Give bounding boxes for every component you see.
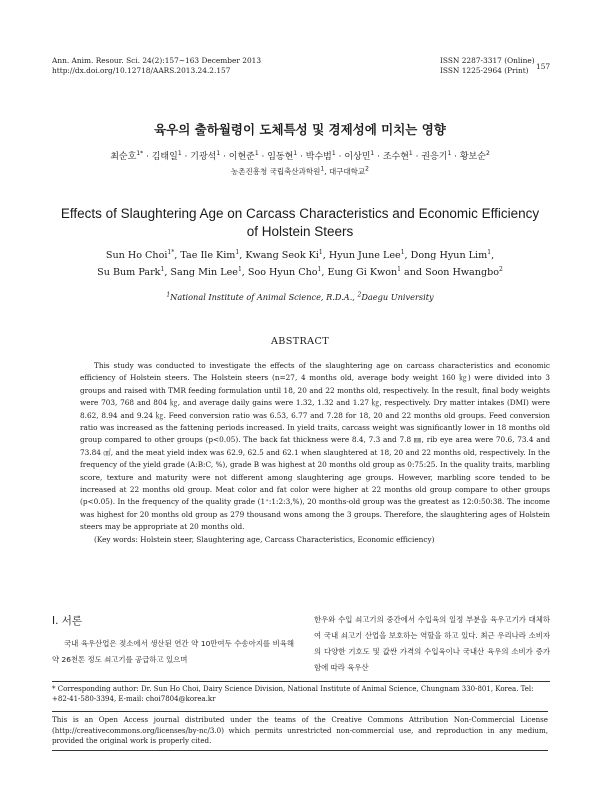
abstract-body bbox=[80, 360, 550, 546]
affiliation-ko-1-marker: 1 bbox=[320, 165, 325, 173]
english-author-affiliation-marker: 1 bbox=[235, 248, 240, 256]
english-author-name: Su Bum Park bbox=[97, 267, 161, 278]
doi-link[interactable]: http://dx.doi.org/10.12718/AARS.2013.24.2.157 bbox=[52, 66, 231, 75]
english-author-name: Soon Hwangbo bbox=[425, 267, 500, 278]
abstract-heading: ABSTRACT bbox=[270, 336, 330, 347]
english-author-separator: , bbox=[322, 250, 329, 261]
english-title bbox=[40, 205, 560, 241]
footnote-divider bbox=[52, 681, 550, 682]
korean-author-separator: · bbox=[412, 152, 422, 162]
korean-affiliations bbox=[0, 167, 600, 177]
korean-author-name: 이상민 bbox=[344, 152, 371, 162]
intro-column-right bbox=[314, 612, 550, 676]
english-author-affiliation-marker: 1 bbox=[317, 265, 322, 273]
affiliation-en-1: National Institute of Animal Science, R.D.A., bbox=[170, 292, 358, 302]
korean-author-affiliation-marker: 1 bbox=[177, 150, 182, 157]
journal-citation bbox=[52, 56, 261, 76]
english-author-affiliation-marker: 2 bbox=[499, 265, 503, 273]
english-author-separator: , bbox=[164, 267, 171, 278]
korean-author-separator: · bbox=[143, 152, 152, 162]
affiliation-ko-2-marker: 2 bbox=[365, 165, 369, 173]
korean-title: 육우의 출하월령이 도체특성 및 경제성에 미치는 영향 bbox=[154, 122, 446, 137]
affiliation-en-2: Daegu University bbox=[361, 292, 434, 302]
english-author-name: Eung Gi Kwon bbox=[327, 267, 398, 278]
korean-author-separator: · bbox=[335, 152, 345, 162]
korean-author-affiliation-marker: 2 bbox=[485, 150, 490, 157]
english-author-affiliation-marker: 1 bbox=[397, 265, 401, 273]
english-author-separator: , bbox=[404, 250, 411, 261]
korean-author-separator: · bbox=[374, 152, 383, 162]
korean-author-affiliation-marker: 1 bbox=[216, 150, 221, 157]
korean-author-affiliation-marker: 1* bbox=[136, 150, 144, 157]
english-title-line-1: Effects of Slaughtering Age on Carcass Characteristics and Economic Efficiency bbox=[60, 206, 540, 221]
english-author-separator: , bbox=[239, 250, 246, 261]
license-notice: This is an Open Access journal distributed under the teams of the Creative Commons Attribution Non-Commercial License (http://creativecommons.org/licenses/by-nc/3.0) which permits unrestricted non-commercial use, and reproduction in any medium, provided the original work is properly cited. bbox=[52, 711, 548, 751]
korean-author-separator: · bbox=[181, 152, 191, 162]
korean-author-affiliation-marker: 1 bbox=[370, 150, 375, 157]
english-author-line-2 bbox=[50, 264, 550, 281]
korean-author-separator: · bbox=[297, 152, 306, 162]
abstract-text: This study was conducted to investigate the effects of the slaughtering age on carcass characteristics and economic efficiency of Holstein steers. The Holstein steers (n=27, 4 months old, average body weight 160 ㎏) were divided into 3 groups and raised with TMR feeding formulation until 18, 20 and 22 months old, respectively. In the result, final body weights were 703, 768 and 804 ㎏, and average daily gains were 1.32, 1.32 and 1.27 ㎏, respectively. Dry matter intakes (DMI) were 8.62, 8.94 and 9.24 ㎏. Feed conversion ratio was 6.53, 6.77 and 7.28 for 18, 20 and 22 months old groups. Feed conversion ratio was increased as the fattening periods increased. In yield traits, carcass weight was significantly lower in 18 months old group compared to other groups (p<0.05). The back fat thickness were 8.4, 7.3 and 7.8 ㎜, rib eye area were 70.6, 73.4 and 73.84 ㎠, and the meat yield index was 62.9, 62.5 and 62.1 when slaughtered at 18, 20 and 22 months old, respectively. In the frequency of the yield grade (A:B:C, %), grade B was highest at 20 months old group as 0:75:25. In the quality traits, marbling score, texture and maturity were not different among slaughtering age groups. However, marbling score tended to be increased at 22 months old group. Meat color and fat color were higher at 22 months old group compare to other groups (p<0.05). In the frequency of the quality grade (1⁺:1:2:3,%), 20 months-old group was the greatest as 12:0:50:38. The income was highest for 20 months old group as 279 thousand wons among the 3 groups. Therefore, the slaughtering ages of Holstein steers may be appropriate at 20 months old. bbox=[80, 361, 550, 532]
affiliation-ko-separator: , bbox=[324, 167, 329, 176]
intro-paragraph-right: 한우와 수입 쇠고기의 중간에서 수입육의 일정 부분을 육우고기가 대체하여 국내 쇠고기 산업을 보호하는 역할을 하고 있다. 최근 우리나라 소비자의 다양한 기호도 및 값싼 가격의 수입육이나 국내산 육우의 소비가 증가함에 따라 육우산 bbox=[314, 615, 550, 672]
issn-print: ISSN 1225-2964 (Print) bbox=[440, 66, 529, 75]
affiliation-en-1-marker: 1 bbox=[166, 291, 171, 299]
korean-author-affiliation-marker: 1 bbox=[293, 150, 298, 157]
affiliation-ko-2: 대구대학교 bbox=[328, 167, 366, 176]
korean-author-name: 황보순 bbox=[459, 152, 486, 162]
english-author-affiliation-marker: 1 bbox=[400, 248, 405, 256]
english-author-name: Kwang Seok Ki bbox=[245, 250, 319, 261]
korean-author-affiliation-marker: 1 bbox=[408, 150, 413, 157]
korean-author-name: 이현준 bbox=[228, 152, 255, 162]
english-author-name: Tae Ile Kim bbox=[180, 250, 236, 261]
english-author-name: Sang Min Lee bbox=[170, 267, 238, 278]
english-author-affiliation-marker: 1 bbox=[487, 248, 492, 256]
issn-block bbox=[440, 56, 535, 76]
korean-author-name: 박수범 bbox=[305, 152, 332, 162]
english-author-affiliation-marker: 1 bbox=[318, 248, 323, 256]
english-author-affiliation-marker: 1* bbox=[167, 248, 175, 256]
korean-author-affiliation-marker: 1 bbox=[254, 150, 259, 157]
journal-volume-line: Ann. Anim. Resour. Sci. 24(2):157~163 December 2013 bbox=[52, 56, 262, 65]
english-author-affiliation-marker: 1 bbox=[237, 265, 242, 273]
english-title-line-2: of Holstein Steers bbox=[246, 224, 354, 239]
korean-author-separator: · bbox=[451, 152, 460, 162]
english-affiliations bbox=[0, 292, 600, 302]
english-author-affiliation-marker: 1 bbox=[160, 265, 165, 273]
affiliation-en-2-marker: 2 bbox=[357, 291, 362, 299]
affiliation-ko-1: 농촌진흥청 국립축산과학원 bbox=[231, 167, 321, 176]
korean-author-list bbox=[0, 151, 600, 163]
intro-paragraph-left: 국내 육우산업은 젖소에서 생산된 연간 약 10만여두 수송아지를 비육해 약 26천톤 정도 쇠고기를 공급하고 있으며 bbox=[52, 639, 294, 664]
issn-online: ISSN 2287-3317 (Online) bbox=[440, 56, 535, 65]
korean-author-name: 최순호 bbox=[110, 152, 137, 162]
korean-author-name: 김태일 bbox=[151, 152, 178, 162]
korean-author-separator: · bbox=[220, 152, 229, 162]
english-author-name: Sun Ho Choi bbox=[105, 250, 168, 261]
korean-author-name: 기광석 bbox=[190, 152, 217, 162]
intro-column-left bbox=[52, 636, 294, 668]
english-author-name: Dong Hyun Lim bbox=[410, 250, 488, 261]
english-author-name: Soo Hyun Cho bbox=[247, 267, 318, 278]
english-author-list bbox=[50, 247, 550, 281]
english-author-separator: , bbox=[174, 250, 181, 261]
section-heading-introduction: Ⅰ. 서론 bbox=[52, 615, 83, 627]
corresponding-author-footnote: * Corresponding author: Dr. Sun Ho Choi, Dairy Science Division, National Institute of Animal Science, Chungnam 330-801, Korea. Tel: +82-41-580-3394, E-mail: choi7804@korea.kr bbox=[52, 685, 534, 703]
english-author-separator: and bbox=[400, 267, 426, 278]
korean-author-name: 임동현 bbox=[267, 152, 294, 162]
korean-author-separator: · bbox=[258, 152, 268, 162]
korean-author-name: 조수현 bbox=[382, 152, 409, 162]
keywords: (Key words: Holstein steer, Slaughtering age, Carcass Characteristics, Economic efficiency) bbox=[94, 534, 435, 544]
korean-author-affiliation-marker: 1 bbox=[331, 150, 336, 157]
english-author-separator: , bbox=[491, 250, 495, 261]
english-author-line-1 bbox=[50, 247, 550, 264]
english-author-separator: , bbox=[321, 267, 328, 278]
english-author-separator: , bbox=[241, 267, 248, 278]
page-number: 157 bbox=[536, 62, 551, 71]
english-author-name: Hyun June Lee bbox=[328, 250, 401, 261]
korean-author-name: 권응기 bbox=[421, 152, 448, 162]
korean-author-affiliation-marker: 1 bbox=[447, 150, 452, 157]
